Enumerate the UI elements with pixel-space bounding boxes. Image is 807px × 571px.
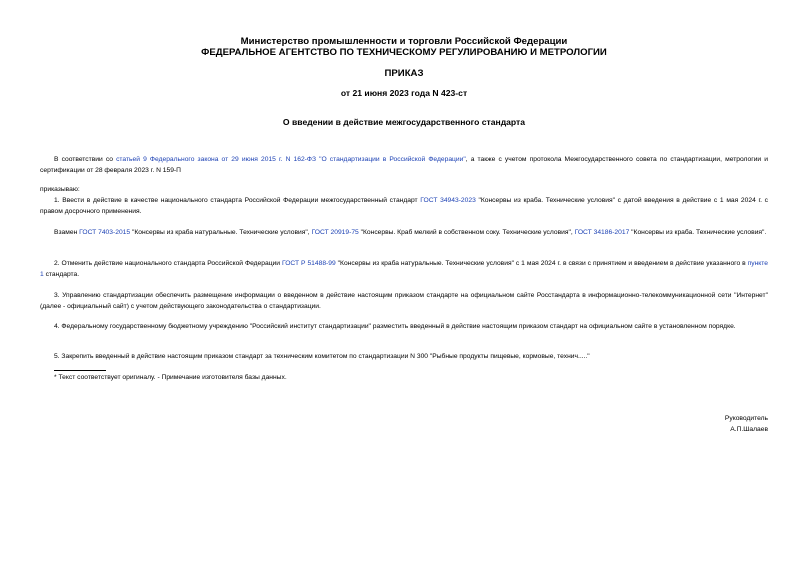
preamble-text-2: , а также с учетом протокола Межгосударственного совета по стандартизации, метрологии и сертификации от 28 февраля 2023 г. N 159-П	[40, 156, 768, 174]
signature-title: Руководитель	[724, 415, 768, 422]
item-2-text-2: "Консервы из краба натуральные. Технические условия" с 1 мая 2024 г. в связи с принятием и введением в действие указанного в	[335, 260, 748, 267]
item-2-paragraph	[40, 259, 768, 280]
replace-text-4: "Консервы из краба. Технические условия".	[629, 229, 767, 236]
agency-title: ФЕДЕРАЛЬНОЕ АГЕНТСТВО ПО ТЕХНИЧЕСКОМУ РЕГУЛИРОВАНИЮ И МЕТРОЛОГИИ	[201, 47, 607, 58]
item-1-ref-link[interactable]: пункте 1	[40, 260, 769, 278]
item-2-text-1: 2. Отменить действие национального стандарта Российской Федерации	[54, 260, 282, 267]
preamble-paragraph	[40, 155, 768, 176]
footnote-divider	[54, 370, 106, 371]
item-1-text-1: 1. Ввести в действие в качестве национального стандарта Российской Федерации межгосударственный стандарт	[54, 197, 421, 204]
replace-text-2: "Консервы из краба натуральные. Технические условия",	[130, 229, 312, 236]
gost-20919-link[interactable]: ГОСТ 20919-75	[311, 229, 359, 236]
gost-7403-link[interactable]: ГОСТ 7403-2015	[79, 229, 131, 236]
order-date: от 21 июня 2023 года N 423-ст	[340, 88, 468, 98]
order-subject: О введении в действие межгосударственного стандарта	[282, 117, 526, 127]
order-label: приказываю:	[40, 186, 80, 193]
gost-r-51488-link[interactable]: ГОСТ Р 51488-99	[281, 260, 336, 267]
replace-paragraph	[40, 228, 768, 239]
item-3-paragraph: 3. Управлению стандартизации обеспечить размещение информации о введенном в действие настоящим приказом стандарте на официальном сайте Росстандарта в информационно-телекоммуникационной сети "Интернет" (далее - официальный сайт) с учетом действующего законодательства о стандартизации.	[40, 292, 768, 310]
item-5-paragraph: 5. Закрепить введенный в действие настоящим приказом стандарт за техническим комитетом по стандартизации N 300 "Рыбные продукты пищевые, кормовые, технич....."	[54, 353, 590, 360]
signature-block	[725, 414, 768, 435]
item-4-paragraph: 4. Федеральному государственному бюджетному учреждению "Российский институт стандартизации" разместить введенный в действие настоящим приказом стандарт на официальном сайте в установленном порядке.	[54, 323, 736, 330]
law-link[interactable]: статьей 9 Федерального закона от 29 июня 2015 г. N 162-ФЗ "О стандартизации в Российской Федерации"	[116, 156, 466, 163]
replace-text-3: "Консервы. Краб мелкий в собственном соку. Технические условия",	[358, 229, 575, 236]
gost-34186-link[interactable]: ГОСТ 34186-2017	[574, 229, 630, 236]
ministry-title: Министерство промышленности и торговли Российской Федерации	[240, 36, 568, 47]
item-2-text-3: стандарта.	[43, 270, 80, 278]
gost-34943-link[interactable]: ГОСТ 34943-2023	[420, 197, 476, 204]
item-1-paragraph	[40, 196, 768, 217]
footnote: * Текст соответствует оригиналу. - Примечание изготовителя базы данных.	[54, 374, 287, 381]
order-heading: ПРИКАЗ	[384, 68, 424, 79]
signature-name: А.П.Шалаев	[730, 425, 768, 433]
item-1-text-2: "Консервы из краба. Технические условия" с датой введения в действие с 1 мая 2024 г. с правом досрочного применения.	[40, 197, 768, 215]
replace-text-1: Взамен	[54, 229, 80, 236]
preamble-text-1: В соответствии со	[54, 156, 117, 163]
